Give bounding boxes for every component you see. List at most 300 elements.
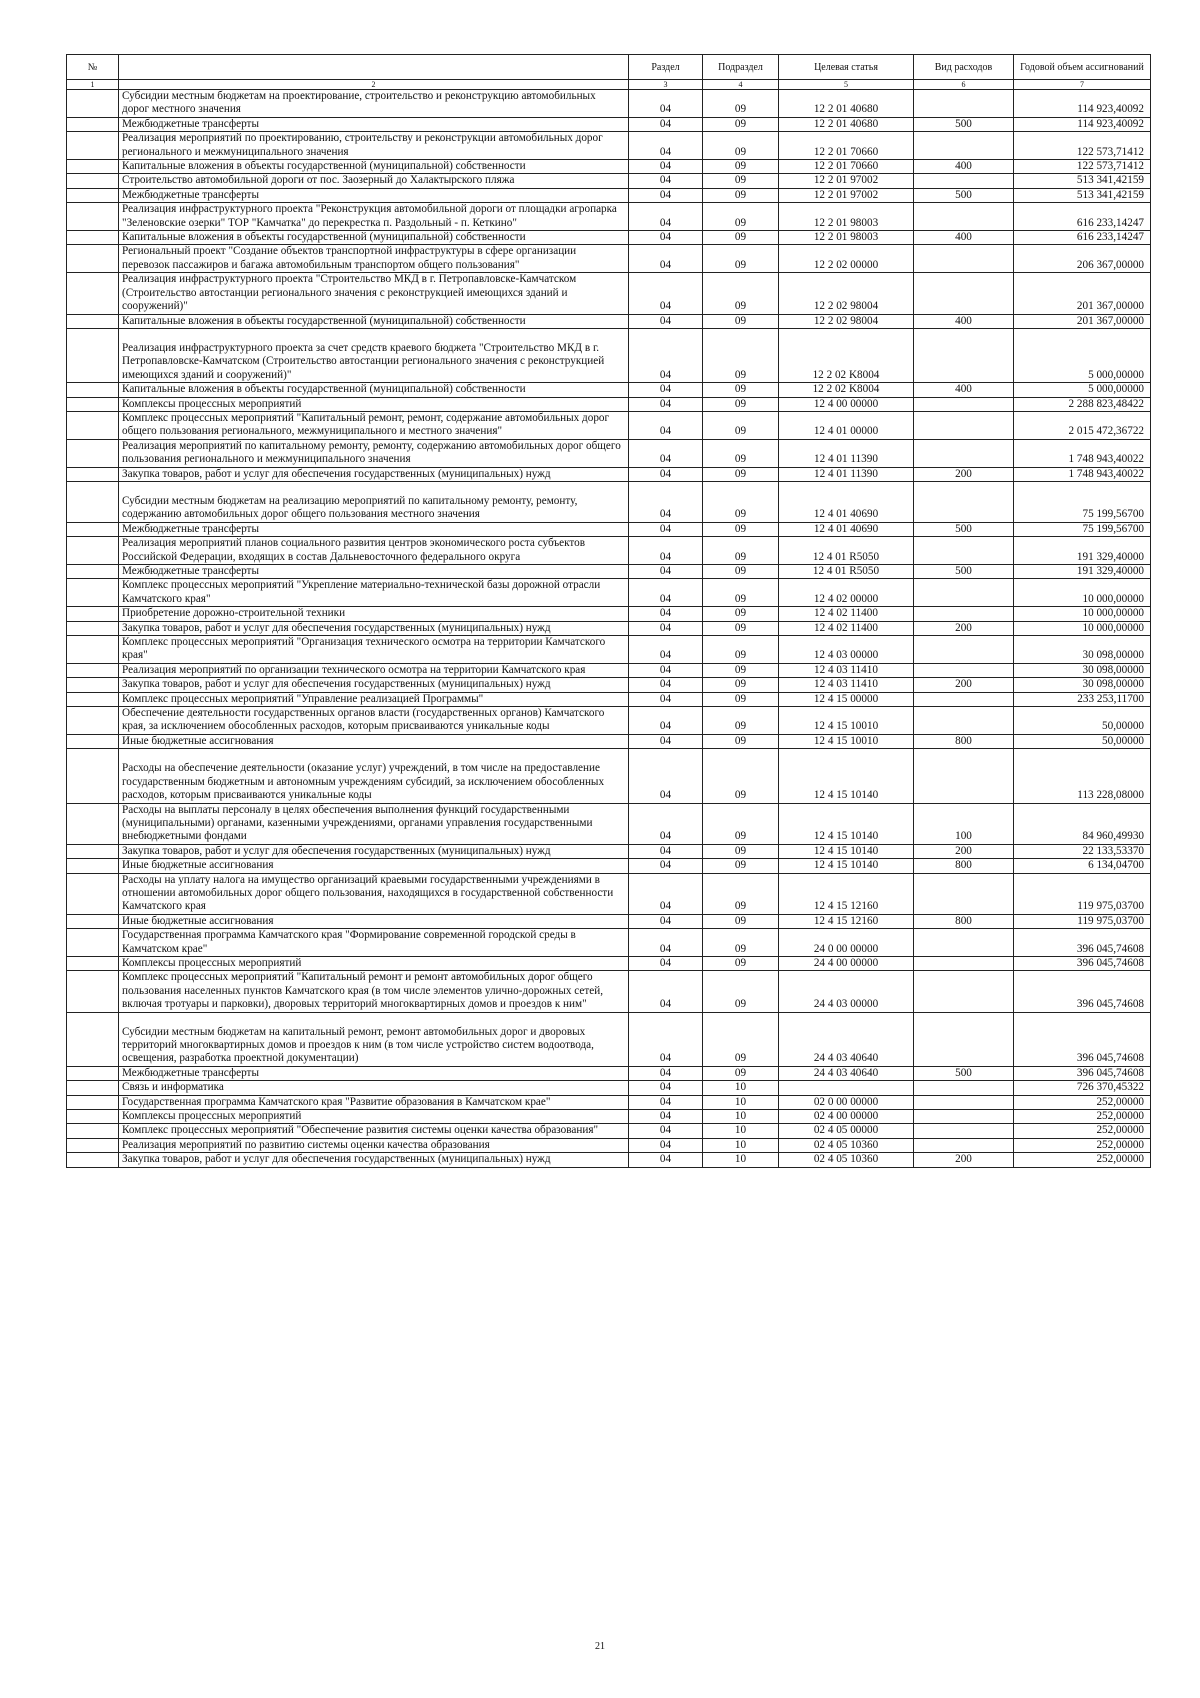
row-target: 12 4 01 R5050 [779,565,914,579]
table-row [67,749,1151,803]
row-podrazdel: 09 [703,914,779,928]
table-row [67,1110,1151,1124]
table-row [67,579,1151,607]
row-vid [914,971,1014,1012]
row-podrazdel: 09 [703,231,779,245]
row-razdel: 04 [629,411,703,439]
row-amount: 191 329,40000 [1014,565,1151,579]
row-name: Комплекс процессных мероприятий "Обеспечение развития системы оценки качества образования" [119,1124,629,1138]
row-amount: 252,00000 [1014,1124,1151,1138]
row-razdel: 04 [629,467,703,481]
row-vid: 200 [914,621,1014,635]
row-podrazdel: 09 [703,734,779,748]
row-number-cell [67,481,119,522]
row-podrazdel: 09 [703,117,779,131]
row-name: Закупка товаров, работ и услуг для обеспечения государственных (муниципальных) нужд [119,621,629,635]
row-vid [914,956,1014,970]
row-amount: 114 923,40092 [1014,117,1151,131]
row-vid [914,1124,1014,1138]
table-row [67,803,1151,844]
row-vid [914,203,1014,231]
row-target: 12 4 01 R5050 [779,537,914,565]
row-vid [914,1110,1014,1124]
row-vid: 400 [914,231,1014,245]
table-row [67,1138,1151,1152]
row-number-cell [67,1012,119,1066]
row-razdel: 04 [629,90,703,118]
row-podrazdel: 10 [703,1138,779,1152]
table-row [67,1095,1151,1109]
row-podrazdel: 09 [703,971,779,1012]
row-name: Расходы на выплаты персоналу в целях обеспечения выполнения функций государственными (муниципальными) органами, казенными учреждениями, органами управления государственными внебюджетными фондами [119,803,629,844]
column-number: 1 [67,80,119,90]
row-vid [914,636,1014,664]
column-number: 7 [1014,80,1151,90]
row-razdel: 04 [629,481,703,522]
table-row [67,929,1151,957]
row-podrazdel: 09 [703,203,779,231]
row-podrazdel: 09 [703,245,779,273]
page-number: 21 [595,1641,605,1652]
row-podrazdel: 10 [703,1081,779,1095]
row-amount: 396 045,74608 [1014,956,1151,970]
table-row [67,481,1151,522]
row-target: 12 4 15 12160 [779,873,914,914]
row-number-cell [67,678,119,692]
table-row [67,663,1151,677]
row-number-cell [67,749,119,803]
row-amount: 726 370,45322 [1014,1081,1151,1095]
row-podrazdel: 09 [703,397,779,411]
row-number-cell [67,663,119,677]
row-amount: 201 367,00000 [1014,273,1151,314]
table-row [67,537,1151,565]
row-vid [914,579,1014,607]
row-podrazdel: 09 [703,1012,779,1066]
table-row [67,117,1151,131]
row-number-cell [67,859,119,873]
row-target: 12 4 15 10010 [779,734,914,748]
row-vid [914,397,1014,411]
row-vid [914,692,1014,706]
row-vid [914,707,1014,735]
row-number-cell [67,873,119,914]
row-podrazdel: 09 [703,411,779,439]
row-podrazdel: 09 [703,1066,779,1080]
row-name: Государственная программа Камчатского края "Формирование современной городской среды в Камчатском крае" [119,929,629,957]
row-target: 12 2 01 40680 [779,117,914,131]
table-row [67,90,1151,118]
row-podrazdel: 09 [703,481,779,522]
row-number-cell [67,971,119,1012]
row-target: 02 0 00 00000 [779,1095,914,1109]
row-name: Реализация мероприятий по развитию системы оценки качества образования [119,1138,629,1152]
row-number-cell [67,734,119,748]
row-number-cell [67,1153,119,1167]
row-target: 12 4 15 10140 [779,844,914,858]
table-row [67,273,1151,314]
row-number-cell [67,1066,119,1080]
row-target: 12 4 02 00000 [779,579,914,607]
header-razdel: Раздел [629,55,703,80]
table-row [67,971,1151,1012]
table-row [67,844,1151,858]
row-number-cell [67,467,119,481]
row-razdel: 04 [629,859,703,873]
table-row [67,734,1151,748]
table-row [67,174,1151,188]
table-row [67,132,1151,160]
row-razdel: 04 [629,707,703,735]
row-razdel: 04 [629,621,703,635]
row-target: 12 4 01 11390 [779,439,914,467]
row-razdel: 04 [629,397,703,411]
row-vid [914,749,1014,803]
row-number-cell [67,439,119,467]
table-row [67,859,1151,873]
table-row [67,1153,1151,1167]
row-razdel: 04 [629,522,703,536]
row-vid [914,929,1014,957]
table-row [67,467,1151,481]
table-row [67,636,1151,664]
row-podrazdel: 09 [703,565,779,579]
row-razdel: 04 [629,636,703,664]
row-name: Реализация мероприятий по проектированию, строительству и реконструкции автомобильных дорог регионального и межмуниципального значения [119,132,629,160]
row-target: 12 4 15 12160 [779,914,914,928]
row-vid: 200 [914,844,1014,858]
row-vid [914,537,1014,565]
row-vid: 200 [914,467,1014,481]
row-number-cell [67,707,119,735]
row-amount: 75 199,56700 [1014,481,1151,522]
table-row [67,411,1151,439]
row-amount: 5 000,00000 [1014,328,1151,382]
row-razdel: 04 [629,314,703,328]
table-row [67,678,1151,692]
row-number-cell [67,132,119,160]
row-name: Расходы на обеспечение деятельности (оказание услуг) учреждений, в том числе на предоставление государственным бюджетным и автономным учреждениям субсидий, за исключением обособленных расходов, которым присваиваются уникальные коды [119,749,629,803]
row-razdel: 04 [629,245,703,273]
row-podrazdel: 09 [703,439,779,467]
row-podrazdel: 09 [703,844,779,858]
row-amount: 119 975,03700 [1014,914,1151,928]
row-target: 24 4 03 40640 [779,1012,914,1066]
row-name: Субсидии местным бюджетам на капитальный ремонт, ремонт автомобильных дорог и дворовых территорий многоквартирных домов и проездов к ним (в том числе устройство систем водоотвода, освещения, разработка проектной документации) [119,1012,629,1066]
row-razdel: 04 [629,956,703,970]
row-amount: 75 199,56700 [1014,522,1151,536]
row-vid [914,663,1014,677]
row-amount: 30 098,00000 [1014,663,1151,677]
row-name: Комплекс процессных мероприятий "Укрепление материально-технической базы дорожной отрасли Камчатского края" [119,579,629,607]
row-podrazdel: 09 [703,273,779,314]
row-vid: 800 [914,859,1014,873]
row-name: Реализация инфраструктурного проекта "Реконструкция автомобильной дороги от площадки агропарка "Зеленовские озерки" ТОР "Камчатка" до перекрестка п. Раздольный - п. Кеткино" [119,203,629,231]
row-name: Региональный проект "Создание объектов транспортной инфраструктуры в сфере организации перевозок пассажиров и багажа автомобильным транспортом общего пользования" [119,245,629,273]
table-row [67,397,1151,411]
row-amount: 252,00000 [1014,1110,1151,1124]
row-amount: 30 098,00000 [1014,636,1151,664]
table-row [67,1012,1151,1066]
row-amount: 22 133,53370 [1014,844,1151,858]
row-name: Иные бюджетные ассигнования [119,859,629,873]
row-name: Капитальные вложения в объекты государственной (муниципальной) собственности [119,314,629,328]
row-name: Комплекс процессных мероприятий "Организация технического осмотра на территории Камчатского края" [119,636,629,664]
row-name: Комплекс процессных мероприятий "Капитальный ремонт и ремонт автомобильных дорог общего пользования населенных пунктов Камчатского края (в том числе элементов улично-дорожных сетей, включая тротуары и парковки), дворовых территорий многоквартирных домов и проездов к ним" [119,971,629,1012]
row-target: 12 2 01 97002 [779,188,914,202]
row-amount: 1 748 943,40022 [1014,439,1151,467]
row-target: 12 4 00 00000 [779,397,914,411]
row-name: Иные бюджетные ассигнования [119,734,629,748]
row-podrazdel: 09 [703,174,779,188]
row-amount: 113 228,08000 [1014,749,1151,803]
table-row [67,707,1151,735]
row-target: 12 2 01 70660 [779,132,914,160]
row-target: 12 4 01 40690 [779,481,914,522]
row-razdel: 04 [629,734,703,748]
row-razdel: 04 [629,188,703,202]
row-amount: 2 015 472,36722 [1014,411,1151,439]
row-target: 12 2 02 00000 [779,245,914,273]
row-podrazdel: 09 [703,383,779,397]
row-vid [914,328,1014,382]
row-amount: 513 341,42159 [1014,188,1151,202]
row-name: Реализация мероприятий по организации технического осмотра на территории Камчатского края [119,663,629,677]
row-target: 02 4 00 00000 [779,1110,914,1124]
row-name: Межбюджетные трансферты [119,1066,629,1080]
row-name: Комплексы процессных мероприятий [119,1110,629,1124]
row-target: 12 4 02 11400 [779,607,914,621]
row-podrazdel: 09 [703,90,779,118]
row-number-cell [67,1124,119,1138]
table-row [67,1066,1151,1080]
column-number: 2 [119,80,629,90]
row-name: Закупка товаров, работ и услуг для обеспечения государственных (муниципальных) нужд [119,1153,629,1167]
row-name: Строительство автомобильной дороги от пос. Заозерный до Халактырского пляжа [119,174,629,188]
row-number-cell [67,914,119,928]
row-amount: 10 000,00000 [1014,607,1151,621]
row-target: 12 4 02 11400 [779,621,914,635]
row-amount: 201 367,00000 [1014,314,1151,328]
table-row [67,914,1151,928]
row-amount: 233 253,11700 [1014,692,1151,706]
row-name: Капитальные вложения в объекты государственной (муниципальной) собственности [119,383,629,397]
row-target: 12 4 15 10140 [779,749,914,803]
row-name: Межбюджетные трансферты [119,522,629,536]
table-row [67,203,1151,231]
row-amount: 252,00000 [1014,1095,1151,1109]
row-razdel: 04 [629,663,703,677]
row-number-cell [67,929,119,957]
row-name: Реализация инфраструктурного проекта за счет средств краевого бюджета "Строительство МКД в г. Петропавловске-Камчатском (Строительство автостанции регионального значения с реконструкцией имеющихся зданий и сооружений)" [119,328,629,382]
table-row [67,1081,1151,1095]
row-name: Межбюджетные трансферты [119,565,629,579]
row-razdel: 04 [629,1066,703,1080]
row-podrazdel: 10 [703,1124,779,1138]
row-vid [914,873,1014,914]
row-razdel: 04 [629,565,703,579]
table-row [67,231,1151,245]
row-target [779,1081,914,1095]
row-target: 12 4 03 00000 [779,636,914,664]
table-row [67,607,1151,621]
row-number-cell [67,231,119,245]
row-razdel: 04 [629,914,703,928]
row-podrazdel: 10 [703,1153,779,1167]
row-number-cell [67,1138,119,1152]
table-row [67,328,1151,382]
row-razdel: 04 [629,132,703,160]
row-amount: 396 045,74608 [1014,1066,1151,1080]
row-target: 12 2 02 K8004 [779,383,914,397]
row-name: Государственная программа Камчатского края "Развитие образования в Камчатском крае" [119,1095,629,1109]
table-row [67,314,1151,328]
header-name [119,55,629,80]
row-amount: 396 045,74608 [1014,971,1151,1012]
row-number-cell [67,537,119,565]
row-vid: 200 [914,678,1014,692]
row-razdel: 04 [629,273,703,314]
row-target: 12 2 02 K8004 [779,328,914,382]
row-name: Комплекс процессных мероприятий "Управление реализацией Программы" [119,692,629,706]
row-name: Реализация мероприятий по капитальному ремонту, ремонту, содержанию автомобильных дорог общего пользования регионального и межмуниципального значения [119,439,629,467]
row-razdel: 04 [629,1095,703,1109]
row-razdel: 04 [629,929,703,957]
row-vid [914,439,1014,467]
row-podrazdel: 09 [703,188,779,202]
row-name: Субсидии местным бюджетам на реализацию мероприятий по капитальному ремонту, ремонту, содержанию автомобильных дорог общего пользования местного значения [119,481,629,522]
row-razdel: 04 [629,1153,703,1167]
row-amount: 122 573,71412 [1014,132,1151,160]
row-amount: 396 045,74608 [1014,929,1151,957]
header-num: № [67,55,119,80]
row-target: 12 4 01 40690 [779,522,914,536]
row-number-cell [67,636,119,664]
row-podrazdel: 09 [703,803,779,844]
row-number-cell [67,522,119,536]
budget-table [66,54,1151,1168]
row-name: Обеспечение деятельности государственных органов власти (государственных органов) Камчатского края, за исключением обособленных расходов, которым присваиваются уникальные коды [119,707,629,735]
row-vid [914,1012,1014,1066]
row-amount: 114 923,40092 [1014,90,1151,118]
row-amount: 252,00000 [1014,1138,1151,1152]
row-target: 12 2 01 98003 [779,231,914,245]
header-vid: Вид расходов [914,55,1014,80]
row-number-cell [67,90,119,118]
row-number-cell [67,397,119,411]
row-number-cell [67,956,119,970]
row-razdel: 04 [629,971,703,1012]
row-podrazdel: 09 [703,636,779,664]
row-razdel: 04 [629,579,703,607]
row-vid [914,1095,1014,1109]
row-target: 02 4 05 10360 [779,1153,914,1167]
row-target: 12 2 01 98003 [779,203,914,231]
row-razdel: 04 [629,678,703,692]
table-body [67,90,1151,1168]
row-name: Расходы на уплату налога на имущество организаций краевыми государственными учреждениями в отношении автомобильных дорог общего пользования, находящихся в государственной собственности Камчатского края [119,873,629,914]
row-razdel: 04 [629,174,703,188]
row-target: 12 4 01 00000 [779,411,914,439]
row-vid [914,1138,1014,1152]
row-number-cell [67,383,119,397]
row-vid: 100 [914,803,1014,844]
row-podrazdel: 09 [703,537,779,565]
row-podrazdel: 09 [703,621,779,635]
budget-sheet [66,54,1150,1168]
row-vid [914,174,1014,188]
table-row [67,383,1151,397]
row-podrazdel: 10 [703,1110,779,1124]
row-number-cell [67,328,119,382]
row-name: Капитальные вложения в объекты государственной (муниципальной) собственности [119,160,629,174]
row-target: 12 2 02 98004 [779,273,914,314]
row-podrazdel: 09 [703,132,779,160]
row-amount: 513 341,42159 [1014,174,1151,188]
row-amount: 1 748 943,40022 [1014,467,1151,481]
row-podrazdel: 09 [703,707,779,735]
row-razdel: 04 [629,1124,703,1138]
row-amount: 10 000,00000 [1014,621,1151,635]
row-vid [914,132,1014,160]
row-amount: 84 960,49930 [1014,803,1151,844]
row-target: 24 4 03 40640 [779,1066,914,1080]
header-podrazdel: Подраздел [703,55,779,80]
row-name: Связь и информатика [119,1081,629,1095]
table-row [67,621,1151,635]
row-vid [914,1081,1014,1095]
row-vid [914,411,1014,439]
row-amount: 119 975,03700 [1014,873,1151,914]
row-vid: 400 [914,314,1014,328]
row-number-cell [67,160,119,174]
row-amount: 206 367,00000 [1014,245,1151,273]
row-name: Иные бюджетные ассигнования [119,914,629,928]
row-vid: 500 [914,565,1014,579]
row-razdel: 04 [629,1110,703,1124]
row-target: 12 4 15 10140 [779,803,914,844]
row-razdel: 04 [629,873,703,914]
row-podrazdel: 09 [703,314,779,328]
table-row [67,873,1151,914]
row-target: 02 4 05 00000 [779,1124,914,1138]
row-amount: 10 000,00000 [1014,579,1151,607]
row-number-cell [67,565,119,579]
table-row [67,565,1151,579]
row-name: Комплекс процессных мероприятий "Капитальный ремонт, ремонт, содержание автомобильных дорог общего пользования регионального, межмуниципального и местного значения" [119,411,629,439]
row-target: 12 4 15 00000 [779,692,914,706]
row-target: 12 2 01 97002 [779,174,914,188]
row-vid [914,481,1014,522]
row-razdel: 04 [629,328,703,382]
row-vid: 500 [914,117,1014,131]
row-target: 12 4 15 10140 [779,859,914,873]
row-number-cell [67,273,119,314]
table-row [67,522,1151,536]
row-podrazdel: 09 [703,607,779,621]
row-number-cell [67,203,119,231]
row-number-cell [67,607,119,621]
row-target: 02 4 05 10360 [779,1138,914,1152]
row-podrazdel: 10 [703,1095,779,1109]
row-number-cell [67,411,119,439]
row-vid: 200 [914,1153,1014,1167]
row-name: Субсидии местным бюджетам на проектирование, строительство и реконструкцию автомобильных дорог местного значения [119,90,629,118]
row-target: 12 4 15 10010 [779,707,914,735]
row-razdel: 04 [629,1012,703,1066]
row-name: Межбюджетные трансферты [119,188,629,202]
row-name: Закупка товаров, работ и услуг для обеспечения государственных (муниципальных) нужд [119,467,629,481]
